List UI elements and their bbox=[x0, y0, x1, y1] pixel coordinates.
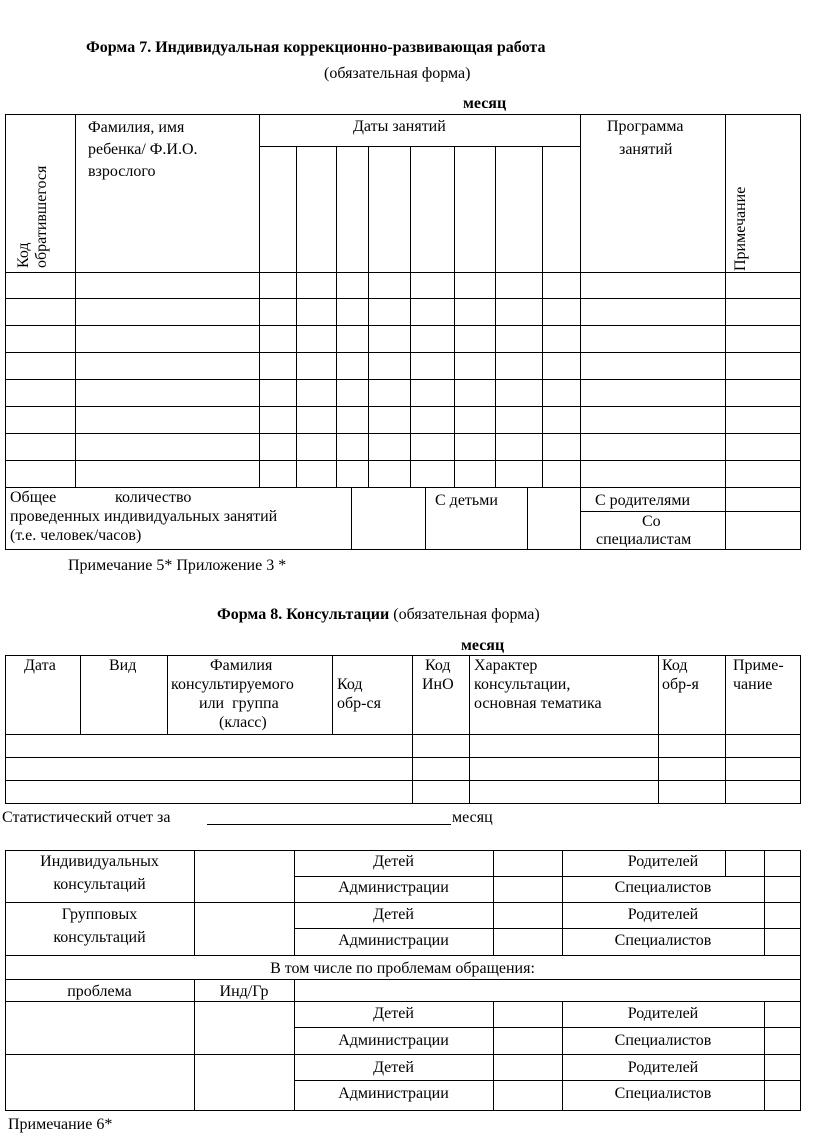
form7-with-children: С детьми bbox=[435, 492, 498, 509]
stat-children-1: Детей bbox=[373, 853, 414, 870]
form8-col-code-line2: обр-ся bbox=[337, 695, 381, 712]
form7-col-name-line1: Фамилия, имя bbox=[88, 119, 185, 136]
stat-specialists-3: Специалистов bbox=[614, 1032, 712, 1049]
form8-col-char-line2: консультации, bbox=[474, 676, 571, 693]
form7-month-label: месяц bbox=[463, 95, 507, 112]
stat-children-4: Детей bbox=[373, 1059, 414, 1076]
form7-with-specialists-line1: Со bbox=[642, 513, 661, 530]
form7-total-line1-b: количество bbox=[115, 489, 192, 506]
stat-parents-2: Родителей bbox=[627, 906, 699, 923]
stat-administration-3: Администрации bbox=[338, 1032, 449, 1049]
stat-children-2: Детей bbox=[373, 906, 414, 923]
stat-specialists-1: Специалистов bbox=[614, 879, 712, 896]
form8-col-ino-line1: Код bbox=[425, 657, 451, 674]
stat-specialists-2: Специалистов bbox=[614, 932, 712, 949]
form7-total-line3: (т.е. человек/часов) bbox=[10, 527, 142, 544]
form7-with-parents: С родителями bbox=[595, 492, 691, 509]
stat-individual-line1: Индивидуальных bbox=[40, 853, 159, 870]
form8-col-name-line2: консультируемого bbox=[171, 676, 294, 693]
stat-administration-1: Администрации bbox=[338, 879, 449, 896]
form7-total-line2: проведенных индивидуальных занятий bbox=[10, 508, 278, 525]
form8-col-note-line2: чание bbox=[733, 676, 773, 693]
stat-administration-4: Администрации bbox=[338, 1085, 449, 1102]
stat-problem-header: проблема bbox=[67, 983, 132, 1000]
form8-title-bold: Форма 8. Консультации bbox=[217, 606, 390, 623]
stat-children-3: Детей bbox=[373, 1005, 414, 1022]
form8-col-date: Дата bbox=[24, 657, 56, 674]
stat-footnote: Примечание 6* bbox=[8, 1116, 113, 1133]
form7-title: Форма 7. Индивидуальная коррекционно-развивающая работа bbox=[86, 39, 546, 56]
form8-col-name-line3: или группа bbox=[199, 695, 279, 712]
form7-col-name-line2: ребенка/ Ф.И.О. bbox=[88, 141, 198, 158]
stat-title-suffix: месяц bbox=[452, 809, 493, 826]
stat-parents-4: Родителей bbox=[627, 1059, 699, 1076]
form7-with-specialists-line2: специалистам bbox=[596, 531, 692, 548]
stat-parents-1: Родителей bbox=[627, 853, 699, 870]
form7-subtitle: (обязательная форма) bbox=[324, 65, 471, 82]
form8-col-char-line1: Характер bbox=[474, 657, 538, 674]
form7-total-line1-a: Общее bbox=[10, 489, 57, 506]
form8-col-name-line4: (класс) bbox=[219, 714, 267, 731]
stat-administration-2: Администрации bbox=[338, 932, 449, 949]
form8-col-codeobr-line1: Код bbox=[662, 657, 688, 674]
stat-group-line2: консультаций bbox=[53, 929, 146, 946]
form7-col-note: Примечание bbox=[732, 186, 749, 271]
form7-col-code-line2: обратившегося bbox=[33, 165, 50, 268]
form7-col-program-line2: занятий bbox=[619, 141, 673, 158]
form8-col-char-line3: основная тематика bbox=[474, 695, 602, 712]
form7-col-dates: Даты занятий bbox=[353, 118, 446, 135]
form7-footnote: Примечание 5* Приложение 3 * bbox=[68, 557, 287, 574]
form8-col-name-line1: Фамилия bbox=[210, 657, 273, 674]
form7-col-name-line3: взрослого bbox=[88, 163, 156, 180]
stat-by-problems: В том числе по проблемам обращения: bbox=[270, 960, 535, 977]
form8-col-note-line1: Приме- bbox=[733, 657, 784, 674]
stat-ind-gr-header: Инд/Гр bbox=[219, 983, 269, 1000]
form8-col-code-line1: Код bbox=[337, 676, 363, 693]
form7-col-code-line1: Код bbox=[15, 242, 32, 268]
form8-col-type: Вид bbox=[109, 657, 137, 674]
stat-group-line1: Групповых bbox=[61, 906, 138, 923]
form7-col-program-line1: Программа bbox=[607, 118, 684, 135]
form8-col-codeobr-line2: обр-я bbox=[662, 676, 699, 693]
stat-parents-3: Родителей bbox=[627, 1005, 699, 1022]
form8-month-label: месяц bbox=[461, 637, 505, 654]
stat-title-prefix: Статистический отчет за bbox=[2, 809, 171, 826]
form8-col-ino-line2: ИнО bbox=[422, 676, 454, 693]
stat-individual-line2: консультаций bbox=[53, 876, 146, 893]
form8-title-normal: (обязательная форма) bbox=[393, 606, 540, 623]
stat-specialists-4: Специалистов bbox=[614, 1085, 712, 1102]
